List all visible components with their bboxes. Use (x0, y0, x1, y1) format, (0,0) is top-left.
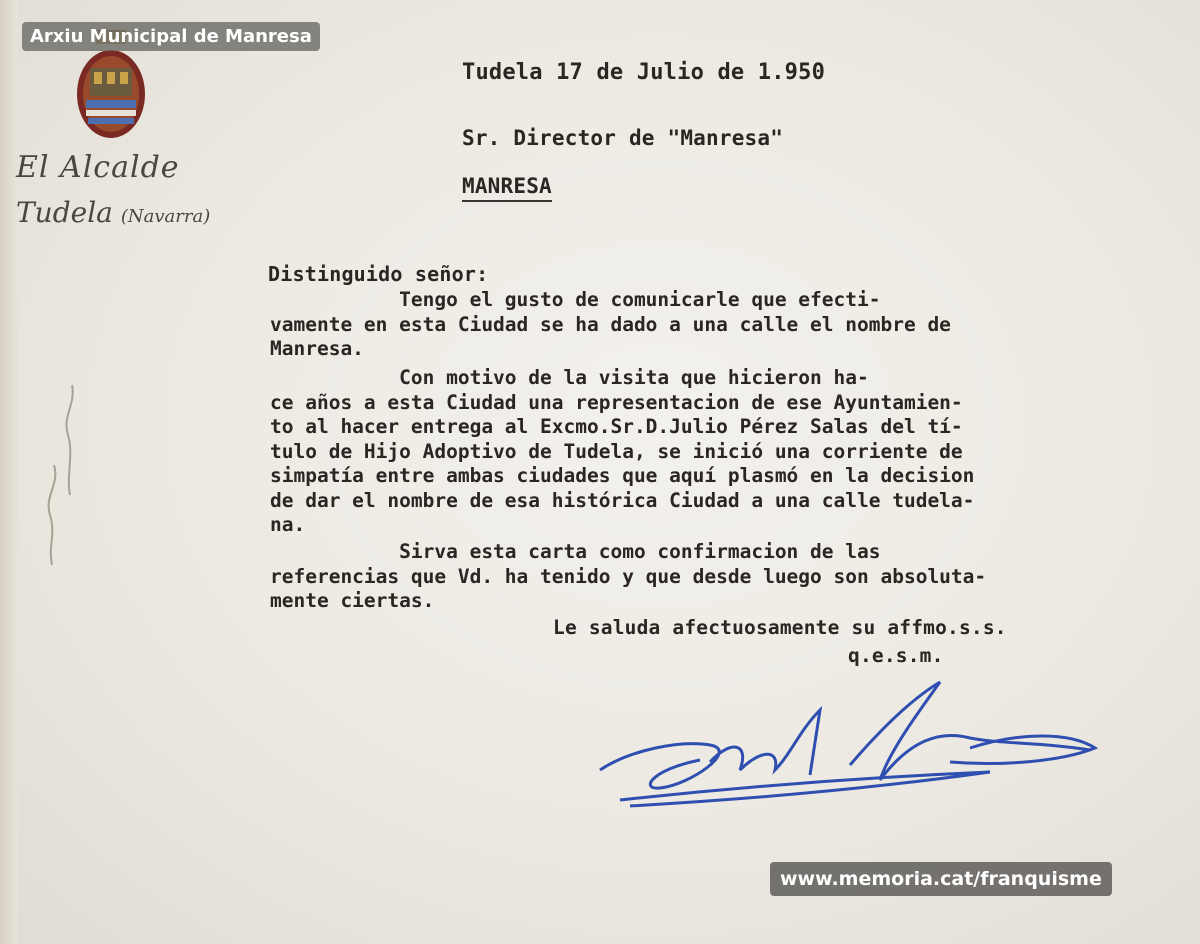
letter-closing-abbreviation: q.e.s.m. (848, 644, 944, 667)
paragraph-2-line: ce años a esta Ciudad una representacion de ese Ayuntamien- (270, 390, 963, 414)
site-url-badge: www.memoria.cat/franquisme (770, 862, 1112, 896)
paragraph-2-line: Con motivo de la visita que hicieron ha- (270, 366, 869, 389)
archive-watermark: Arxiu Municipal de Manresa (22, 22, 320, 51)
paragraph-3 (270, 540, 986, 614)
paper-fold-shadow (0, 0, 18, 944)
letter-closing: Le saluda afectuosamente su affmo.s.s. (553, 616, 1007, 639)
letterhead-region: (Navarra) (120, 206, 211, 227)
signature (590, 670, 1110, 820)
paragraph-3-line: referencias que Vd. ha tenido y que desde luego son absoluta- (270, 564, 987, 588)
paragraph-1 (270, 288, 951, 362)
letterhead-title: El Alcalde (16, 150, 180, 185)
paragraph-1-line: vamente en esta Ciudad se ha dado a una calle el nombre de (270, 312, 951, 336)
letterhead-city (16, 196, 210, 229)
paragraph-2-line: simpatía entre ambas ciudades que aquí plasmó en la decision (270, 464, 975, 487)
paragraph-1-line: Manresa. (270, 337, 364, 360)
letter-date: Tudela 17 de Julio de 1.950 (462, 60, 826, 85)
paragraph-2-line: tulo de Hijo Adoptivo de Tudela, se inició una corriente de (270, 439, 963, 463)
paragraph-2-line: de dar el nombre de esa histórica Ciudad a una calle tudela- (270, 488, 975, 512)
paragraph-3-line: Sirva esta carta como confirmacion de las (270, 540, 881, 563)
paragraph-2-line: na. (270, 513, 306, 536)
paragraph-1-line: Tengo el gusto de comunicarle que efecti- (270, 288, 881, 311)
paragraph-3-line: mente ciertas. (270, 589, 435, 612)
letter-salutation: Distinguido señor: (268, 262, 489, 286)
margin-pencil-note (30, 375, 90, 575)
paragraph-2 (270, 366, 974, 538)
letterhead-city-name: Tudela (16, 196, 113, 229)
letter-recipient: Sr. Director de "Manresa" (462, 126, 784, 150)
letter-city: MANRESA (462, 174, 552, 202)
paragraph-2-line: to al hacer entrega al Excmo.Sr.D.Julio Pérez Salas del tí- (270, 415, 963, 438)
